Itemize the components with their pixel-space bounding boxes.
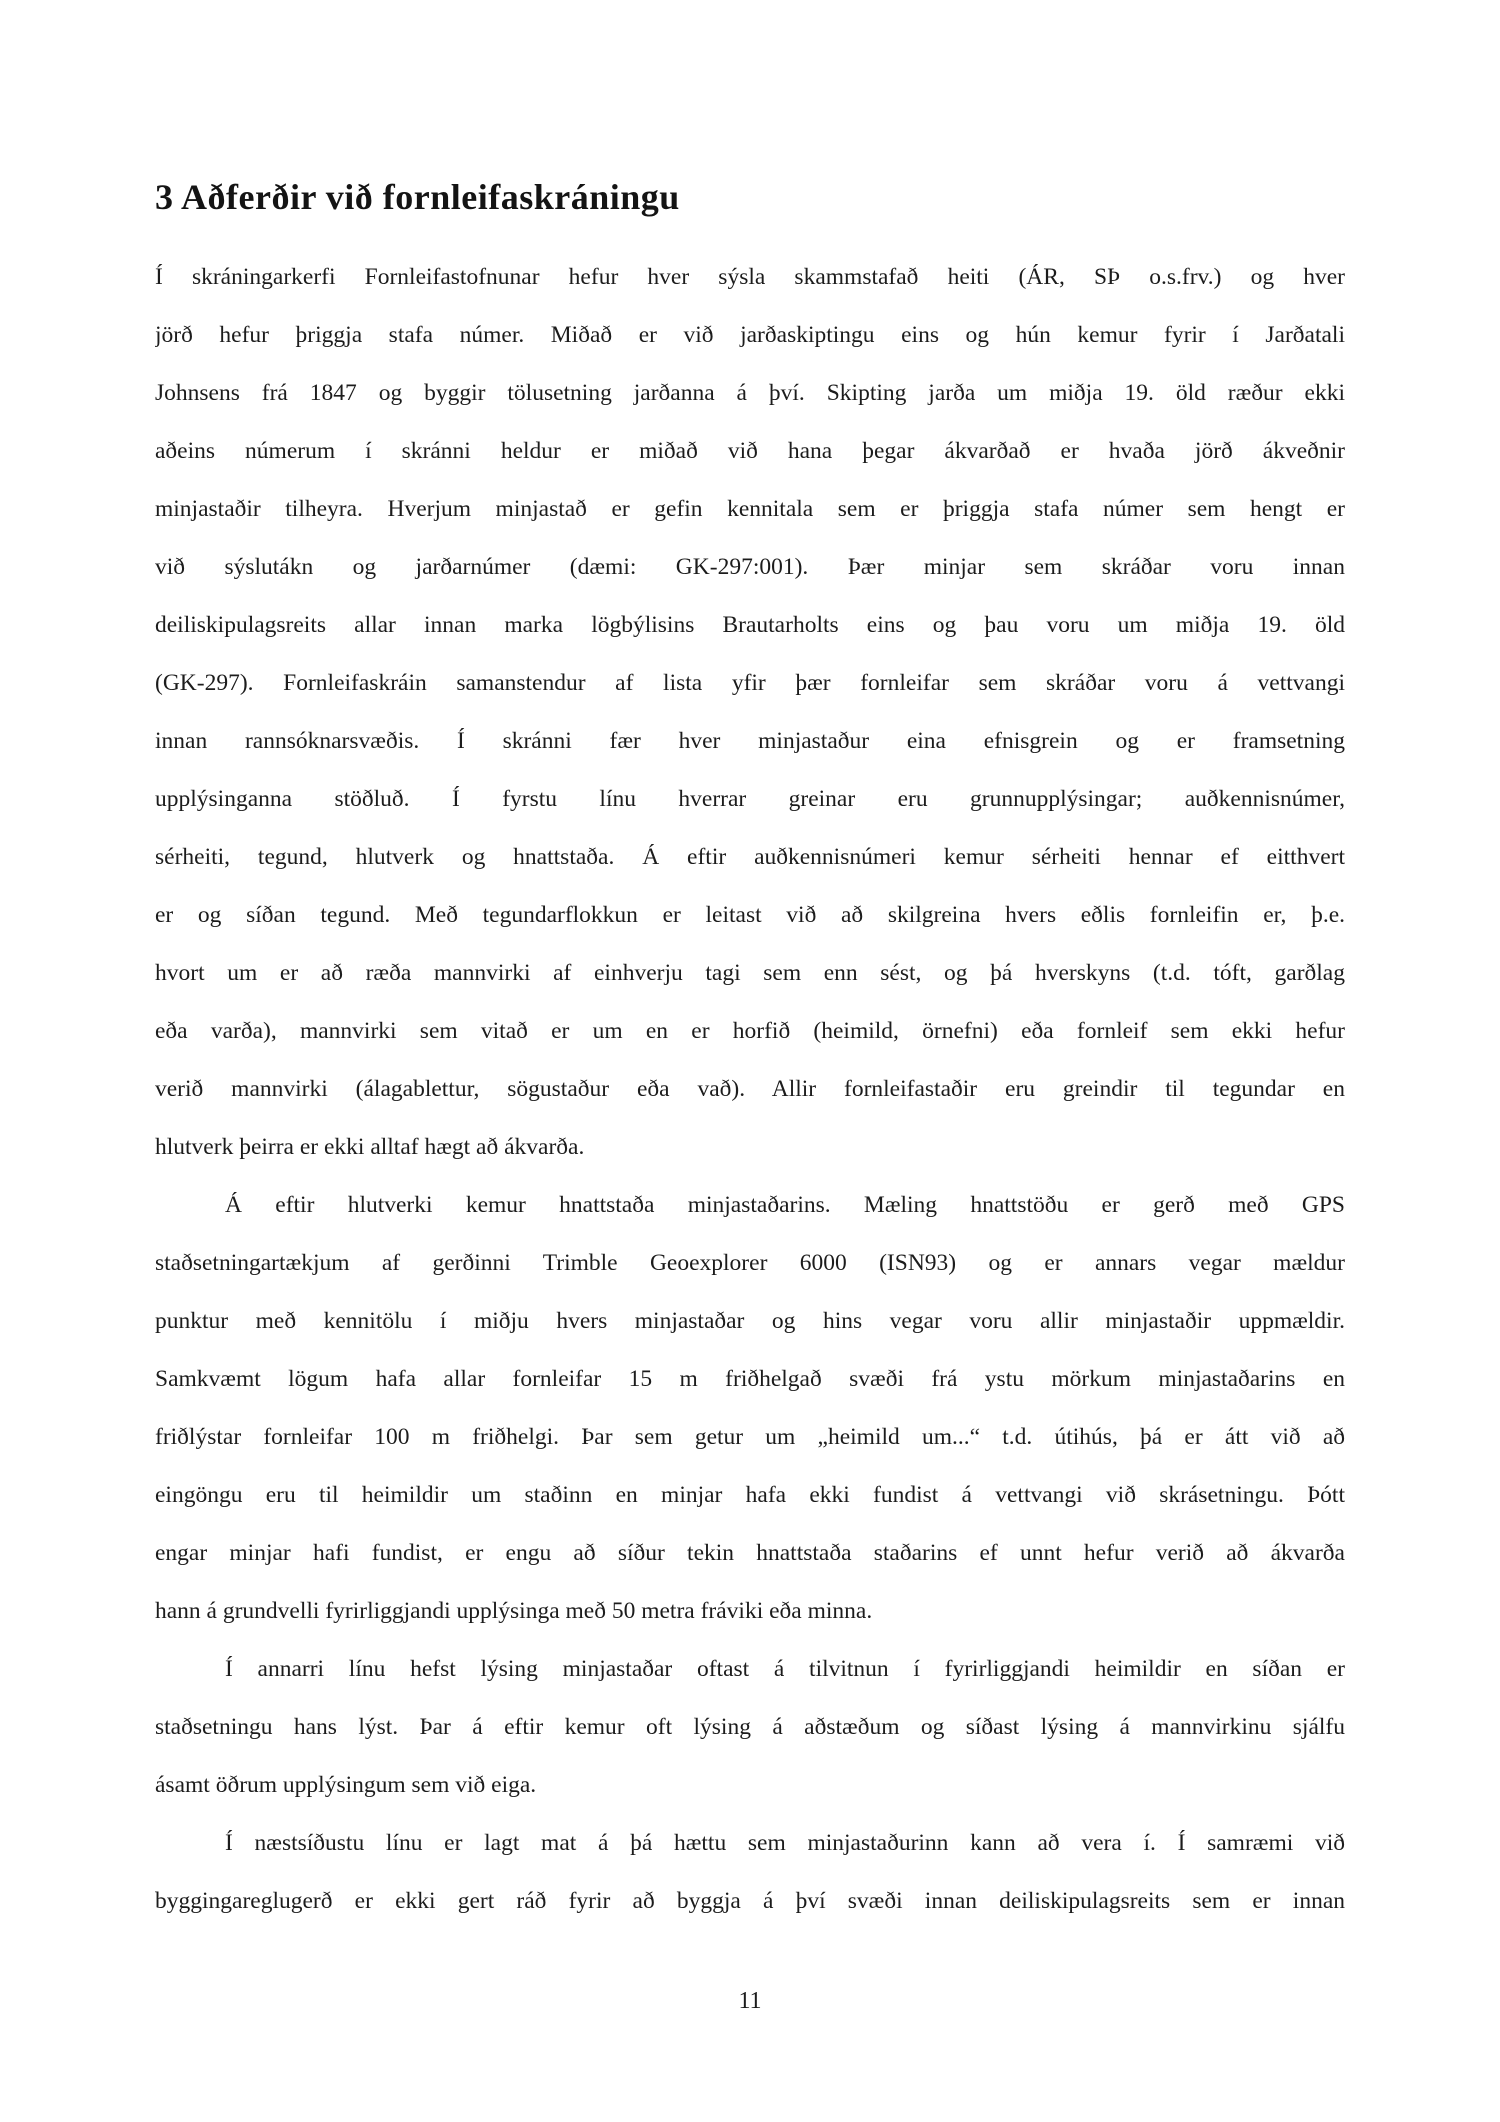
text-line: Í skráningarkerfi Fornleifastofnunar hefur hver sýsla skammstafað heiti (ÁR, SÞ o.s.frv.) og hver [155,264,1345,290]
text-line: aðeins númerum í skránni heldur er miðað við hana þegar ákvarðað er hvaða jörð ákveðnir [155,438,1345,464]
text-line: jörð hefur þriggja stafa númer. Miðað er við jarðaskiptingu eins og hún kemur fyrir í Jarðatali [155,322,1345,348]
text-line: innan rannsóknarsvæðis. Í skránni fær hver minjastaður eina efnisgrein og er framsetning [155,728,1345,754]
text-line: eða varða), mannvirki sem vitað er um en er horfið (heimild, örnefni) eða fornleif sem ekki hefur [155,1018,1345,1044]
text-line: Á eftir hlutverki kemur hnattstaða minjastaðarins. Mæling hnattstöðu er gerð með GPS [225,1192,1345,1218]
text-line: við sýslutákn og jarðarnúmer (dæmi: GK-297:001). Þær minjar sem skráðar voru innan [155,554,1345,580]
text-line: Johnsens frá 1847 og byggir tölusetning jarðanna á því. Skipting jarða um miðja 19. öld ræður ekki [155,380,1345,406]
text-line: Samkvæmt lögum hafa allar fornleifar 15 m friðhelgað svæði frá ystu mörkum minjastaðarins en [155,1366,1345,1392]
text-line: sérheiti, tegund, hlutverk og hnattstaða. Á eftir auðkennisnúmeri kemur sérheiti hennar ef eitthvert [155,844,1345,870]
text-line: friðlýstar fornleifar 100 m friðhelgi. Þar sem getur um „heimild um...“ t.d. útihús, þá er átt við að [155,1424,1345,1450]
text-line: engar minjar hafi fundist, er engu að síður tekin hnattstaða staðarins ef unnt hefur verið að ákvarða [155,1540,1345,1566]
text-line: punktur með kennitölu í miðju hvers minjastaðar og hins vegar voru allir minjastaðir uppmældir. [155,1308,1345,1334]
text-line: Í næstsíðustu línu er lagt mat á þá hættu sem minjastaðurinn kann að vera í. Í samræmi við [225,1830,1345,1856]
paragraphs [155,248,1345,1930]
page-number: 11 [738,1988,762,2014]
text-line: hvort um er að ræða mannvirki af einhverju tagi sem enn sést, og þá hverskyns (t.d. tóft, garðlag [155,960,1345,986]
text-line: Í annarri línu hefst lýsing minjastaðar oftast á tilvitnun í fyrirliggjandi heimildir en síðan er [225,1656,1345,1682]
text-line: (GK-297). Fornleifaskráin samanstendur af lista yfir þær fornleifar sem skráðar voru á vettvangi [155,670,1345,696]
text-line: upplýsinganna stöðluð. Í fyrstu línu hverrar greinar eru grunnupplýsingar; auðkennisnúmer, [155,786,1345,812]
text-line: verið mannvirki (álagablettur, sögustaður eða vað). Allir fornleifastaðir eru greindir til tegundar en [155,1076,1345,1102]
text-line: eingöngu eru til heimildir um staðinn en minjar hafa ekki fundist á vettvangi við skrásetningu. Þótt [155,1482,1345,1508]
text-line: ásamt öðrum upplýsingum sem við eiga. [155,1772,537,1798]
text-line: staðsetningu hans lýst. Þar á eftir kemur oft lýsing á aðstæðum og síðast lýsing á mannvirkinu sjálfu [155,1714,1345,1740]
text-line: deiliskipulagsreits allar innan marka lögbýlisins Brautarholts eins og þau voru um miðja 19. öld [155,612,1345,638]
text-line: byggingareglugerð er ekki gert ráð fyrir að byggja á því svæði innan deiliskipulagsreits sem er innan [155,1888,1345,1914]
text-line: hlutverk þeirra er ekki alltaf hægt að ákvarða. [155,1134,585,1160]
section-heading: 3 Aðferðir við fornleifaskráningu [155,177,680,217]
text-line: er og síðan tegund. Með tegundarflokkun er leitast við að skilgreina hvers eðlis fornleifin er, þ.e. [155,902,1345,928]
text-line: minjastaðir tilheyra. Hverjum minjastað er gefin kennitala sem er þriggja stafa númer sem hengt er [155,496,1345,522]
text-line: staðsetningartækjum af gerðinni Trimble Geoexplorer 6000 (ISN93) og er annars vegar mældur [155,1250,1345,1276]
text-line: hann á grundvelli fyrirliggjandi upplýsinga með 50 metra fráviki eða minna. [155,1598,873,1624]
